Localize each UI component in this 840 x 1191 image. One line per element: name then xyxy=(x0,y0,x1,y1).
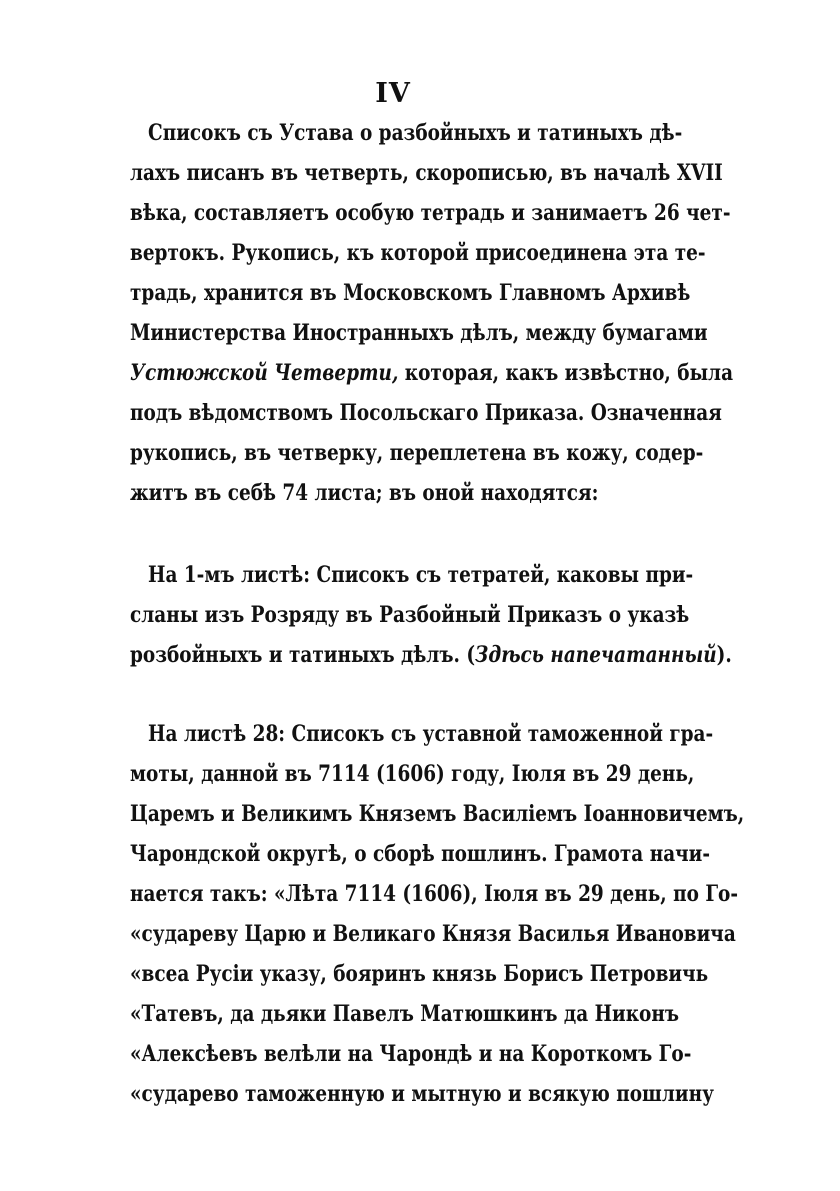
text-line xyxy=(130,353,734,393)
paragraph-sheet-28 xyxy=(130,714,745,1114)
paragraph-sheet-1 xyxy=(130,555,732,675)
text-line: нается такъ: «Лѣта 7114 (1606), Іюля въ 29 день, по Го- xyxy=(130,881,739,907)
text-line: рукопись, въ четверку, переплетена въ кожу, содер- xyxy=(130,440,704,466)
text-line: моты, данной въ 7114 (1606) году, Іюля въ 29 день, xyxy=(130,761,695,787)
text-line: На 1-мъ листѣ: Списокъ съ тетратей, каковы при- xyxy=(148,562,694,588)
text-line: Министерства Иностранныхъ дѣлъ, между бумагами xyxy=(130,320,708,346)
text-line: На листѣ 28: Списокъ съ уставной таможенной гра- xyxy=(148,721,714,747)
paragraph-intro xyxy=(130,113,734,513)
text-line: традь, хранится въ Московскомъ Главномъ Архивѣ xyxy=(130,280,691,306)
text-line xyxy=(130,635,732,675)
text-line: вѣка, составляетъ особую тетрадь и занимаетъ 26 чет- xyxy=(130,200,731,226)
text-line: Списокъ съ Устава о разбойныхъ и татиныхъ дѣ- xyxy=(148,120,683,146)
text-line: «судареву Царю и Великаго Князя Василья Ивановича xyxy=(130,921,736,947)
text-line: «сударево таможенную и мытную и всякую пошлину xyxy=(130,1081,714,1107)
text-line: сланы изъ Розряду въ Разбойный Приказъ о указѣ xyxy=(130,602,690,628)
text-line: подъ вѣдомствомъ Посольскаго Приказа. Означенная xyxy=(130,400,722,426)
page-number: IV xyxy=(375,78,411,109)
italic-phrase: Здѣсь напечатанный xyxy=(475,642,717,668)
text-line: Чарондской округѣ, о сборѣ пошлинъ. Грамота начи- xyxy=(130,841,710,867)
text-span: розбойныхъ и татиныхъ дѣлъ. ( xyxy=(130,642,476,668)
text-line: «всеа Русіи указу, бояринъ князь Борисъ Петровичь xyxy=(130,961,709,987)
italic-phrase: Устюжской Четверти, xyxy=(130,360,399,386)
text-span: которая, какъ извѣстно, была xyxy=(398,360,734,386)
text-line: вертокъ. Рукопись, къ которой присоединена эта те- xyxy=(130,240,706,266)
text-line: житъ въ себѣ 74 листа; въ оной находятся: xyxy=(130,480,599,506)
text-line: Царемъ и Великимъ Княземъ Василіемъ Іоанновичемъ, xyxy=(130,801,745,827)
text-line: лахъ писанъ въ четверть, скорописью, въ началѣ XVII xyxy=(130,160,723,186)
text-span: ). xyxy=(716,642,732,668)
text-line: «Алексѣевъ велѣли на Чарондѣ и на Короткомъ Го- xyxy=(130,1041,692,1067)
text-line: «Татевъ, да дьяки Павелъ Матюшкинъ да Никонъ xyxy=(130,1001,680,1027)
